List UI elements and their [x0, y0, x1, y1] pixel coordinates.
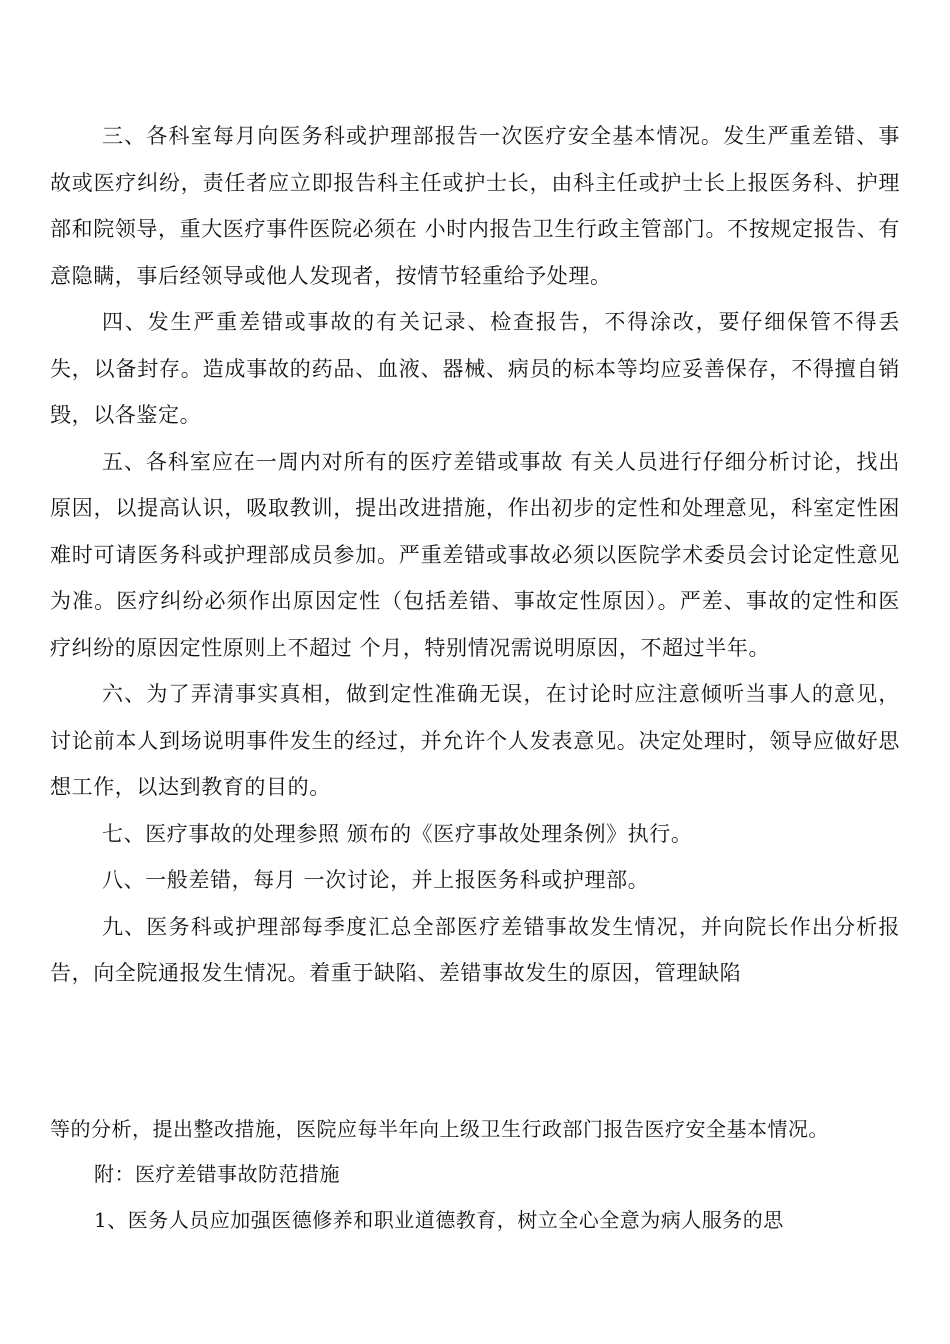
regulation-body [50, 113, 900, 997]
paragraph-6: 六、为了弄清事实真相，做到定性准确无误，在讨论时应注意倾听当事人的意见，讨论前本人到场说明事件发生的经过，并允许个人发表意见。决定处理时，领导应做好思想工作，以达到教育的目的。 [50, 682, 900, 799]
appendix-title: 附：医疗差错事故防范措施 [94, 1162, 340, 1186]
paragraph-5: 五、各科室应在一周内对所有的医疗差错或事故 有关人员进行仔细分析讨论，找出原因，以提高认识，吸取教训，提出改进措施，作出初步的定性和处理意见，科室定性困难时可请医务科或护理部成员参加。严重差错或事故必须以医院学术委员会讨论定性意见为准。医疗纠纷必须作出原因定性（包括差错、事故定性原因）。严差、事故的定性和医疗纠纷的原因定性原则上不超过 个月，特别情况需说明原因，不超过半年。 [50, 449, 900, 660]
continuation-body [50, 1117, 870, 1232]
paragraph-4: 四、发生严重差错或事故的有关记录、检查报告，不得涂改，要仔细保管不得丢失，以备封存。造成事故的药品、血液、器械、病员的标本等均应妥善保存，不得擅自销毁，以各鉴定。 [50, 310, 900, 427]
paragraph-9-continuation: 等的分析，提出整改措施，医院应每半年向上级卫生行政部门报告医疗安全基本情况。 [50, 1117, 829, 1141]
measure-1: 1、医务人员应加强医德修养和职业道德教育，树立全心全意为病人服务的思 [94, 1208, 784, 1232]
paragraph-3: 三、各科室每月向医务科或护理部报告一次医疗安全基本情况。发生严重差错、事故或医疗纠纷，责任者应立即报告科主任或护士长，由科主任或护士长上报医务科、护理部和院领导，重大医疗事件医院必须在 小时内报告卫生行政主管部门。不按规定报告、有意隐瞒，事后经领导或他人发现者，按情节轻重给予处理。 [50, 124, 900, 288]
paragraph-7: 七、医疗事故的处理参照 颁布的《医疗事故处理条例》执行。 [102, 821, 693, 846]
paragraph-9: 九、医务科或护理部每季度汇总全部医疗差错事故发生情况，并向院长作出分析报告，向全院通报发生情况。着重于缺陷、差错事故发生的原因，管理缺陷 [50, 914, 900, 985]
paragraph-8: 八、一般差错，每月 一次讨论，并上报医务科或护理部。 [102, 868, 650, 892]
